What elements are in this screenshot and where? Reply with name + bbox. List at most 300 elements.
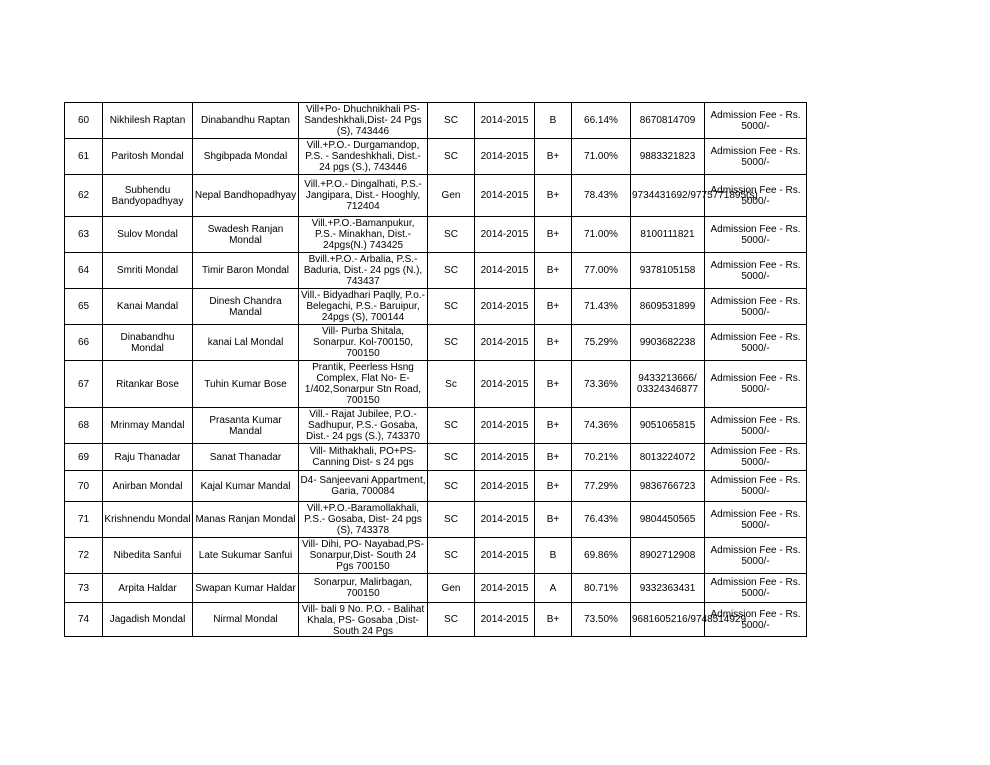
student-name: Anirban Mondal — [112, 480, 183, 492]
row-number: 66 — [77, 337, 90, 348]
grade: B+ — [546, 378, 560, 390]
row-number: 63 — [77, 229, 90, 240]
admission-fee: Admission Fee - Rs. 5000/- — [710, 145, 801, 168]
student-name: Arpita Haldar — [118, 582, 177, 594]
row-number-cell — [65, 325, 103, 361]
grade-cell — [535, 538, 572, 574]
address: D4- Sanjeevani Appartment, Garia, 700084 — [300, 475, 426, 497]
address: Vill- Mithakhali, PO+PS- Canning Dist- s 24 pgs — [309, 446, 417, 468]
phone-number-cell — [631, 361, 705, 408]
category: SC — [444, 229, 458, 240]
address: Vill+Po- Dhuchnikhali PS- Sandeshkhali,Dist- 24 Pgs (S), 743446 — [304, 104, 422, 137]
percentage-cell — [572, 603, 631, 637]
row-number-cell — [65, 361, 103, 408]
category-cell — [428, 538, 475, 574]
table-row — [65, 471, 807, 502]
table-row — [65, 103, 807, 139]
phone-number-cell — [631, 444, 705, 471]
father-name-cell — [193, 139, 299, 175]
address: Vill- bali 9 No. P.O. - Balihat Khala, PS- Gosaba ,Dist- South 24 Pgs — [301, 603, 425, 637]
grade-cell — [535, 103, 572, 139]
row-number-cell — [65, 253, 103, 289]
student-name: Nibedita Sanfui — [113, 550, 182, 561]
phone-number-cell — [631, 325, 705, 361]
student-name-cell — [103, 103, 193, 139]
student-name: Paritosh Mondal — [111, 151, 184, 162]
row-number: 68 — [77, 420, 90, 431]
category: SC — [444, 301, 458, 312]
row-number: 70 — [77, 480, 90, 492]
percentage-cell — [572, 574, 631, 603]
session-year-cell — [475, 444, 535, 471]
row-number-cell — [65, 502, 103, 538]
admission-fee-cell — [705, 538, 807, 574]
address: Vill.- Bidyadhari Paqlly, P.o.- Belegachi, P.S.- Baruipur, 24pgs (S), 700144 — [301, 290, 425, 323]
admission-fee-cell — [705, 325, 807, 361]
table-row — [65, 253, 807, 289]
address-cell — [299, 217, 428, 253]
percentage-cell — [572, 408, 631, 444]
session-year: 2014-2015 — [480, 514, 529, 525]
phone-number: 9051065815 — [639, 420, 696, 431]
father-name-cell — [193, 253, 299, 289]
address: Vill.+P.O.-Baramollakhali, P.S.- Gosaba, Dist- 24 pgs (S), 743378 — [304, 503, 422, 536]
admission-fee-cell — [705, 217, 807, 253]
category: Sc — [445, 378, 457, 390]
category-cell — [428, 444, 475, 471]
father-name-cell — [193, 471, 299, 502]
phone-number: 9332363431 — [639, 582, 696, 594]
grade-cell — [535, 217, 572, 253]
phone-number: 9433213666/ 03324346877 — [636, 373, 699, 395]
phone-number-cell — [631, 139, 705, 175]
category-cell — [428, 361, 475, 408]
percentage-cell — [572, 538, 631, 574]
phone-number-cell — [631, 538, 705, 574]
percentage: 77.00% — [584, 265, 618, 276]
row-number-cell — [65, 217, 103, 253]
category-cell — [428, 253, 475, 289]
session-year: 2014-2015 — [480, 265, 529, 276]
session-year-cell — [475, 103, 535, 139]
admission-fee-cell — [705, 574, 807, 603]
session-year: 2014-2015 — [480, 614, 529, 625]
category: Gen — [441, 190, 461, 201]
row-number-cell — [65, 289, 103, 325]
father-name: Timir Baron Mondal — [202, 265, 289, 276]
grade: B+ — [546, 151, 560, 162]
address-cell — [299, 139, 428, 175]
admission-fee-cell — [705, 289, 807, 325]
grade: B+ — [546, 451, 560, 463]
row-number: 69 — [77, 451, 90, 463]
percentage-cell — [572, 139, 631, 175]
percentage: 70.21% — [584, 451, 618, 463]
category-cell — [428, 139, 475, 175]
father-name-cell — [193, 603, 299, 637]
address-cell — [299, 502, 428, 538]
admission-fee-cell — [705, 361, 807, 408]
session-year-cell — [475, 253, 535, 289]
category-cell — [428, 502, 475, 538]
grade-cell — [535, 574, 572, 603]
admission-fee-cell — [705, 103, 807, 139]
father-name-cell — [193, 325, 299, 361]
row-number: 72 — [77, 550, 90, 561]
father-name-cell — [193, 361, 299, 408]
session-year-cell — [475, 502, 535, 538]
student-name: Ritankar Bose — [116, 378, 179, 390]
admissions-table — [64, 102, 807, 637]
category-cell — [428, 325, 475, 361]
phone-number-cell — [631, 471, 705, 502]
session-year-cell — [475, 217, 535, 253]
row-number-cell — [65, 408, 103, 444]
student-name-cell — [103, 538, 193, 574]
student-name: Raju Thanadar — [114, 451, 181, 463]
student-name-cell — [103, 603, 193, 637]
admission-fee-cell — [705, 502, 807, 538]
grade-cell — [535, 361, 572, 408]
phone-number-cell — [631, 103, 705, 139]
address: Vill.+P.O.- Dingalhati, P.S.- Jangipara, Dist.- Hooghly, 712404 — [304, 179, 422, 212]
session-year: 2014-2015 — [480, 451, 529, 463]
student-name-cell — [103, 408, 193, 444]
address: Vill- Dihi, PO- Nayabad,PS- Sonarpur,Dist- South 24 Pgs 700150 — [301, 539, 425, 572]
row-number: 65 — [77, 301, 90, 312]
student-name-cell — [103, 502, 193, 538]
student-name: Dinabandhu Mondal — [120, 331, 175, 354]
admission-fee-cell — [705, 471, 807, 502]
percentage-cell — [572, 325, 631, 361]
percentage: 71.00% — [584, 151, 618, 162]
row-number-cell — [65, 175, 103, 217]
category: SC — [444, 420, 458, 431]
student-name: Smriti Mondal — [116, 265, 179, 276]
category-cell — [428, 217, 475, 253]
session-year: 2014-2015 — [480, 378, 529, 390]
student-name-cell — [103, 325, 193, 361]
row-number: 61 — [77, 151, 90, 162]
table-row — [65, 408, 807, 444]
admission-fee: Admission Fee - Rs. 5000/- — [710, 446, 801, 468]
row-number: 71 — [77, 514, 90, 525]
row-number-cell — [65, 471, 103, 502]
table-row — [65, 502, 807, 538]
category-cell — [428, 175, 475, 217]
category: SC — [444, 265, 458, 276]
session-year-cell — [475, 574, 535, 603]
father-name-cell — [193, 574, 299, 603]
admission-fee-cell — [705, 444, 807, 471]
father-name: Dinabandhu Raptan — [201, 115, 290, 126]
student-name: Krishnendu Mondal — [104, 514, 191, 525]
address-cell — [299, 603, 428, 637]
category-cell — [428, 103, 475, 139]
session-year: 2014-2015 — [480, 151, 529, 162]
phone-number-cell — [631, 408, 705, 444]
address-cell — [299, 408, 428, 444]
category: SC — [444, 337, 458, 348]
phone-number: 9903682238 — [639, 337, 696, 348]
session-year-cell — [475, 289, 535, 325]
admission-fee: Admission Fee - Rs. 5000/- — [710, 223, 801, 246]
row-number-cell — [65, 538, 103, 574]
percentage-cell — [572, 471, 631, 502]
father-name: Swadesh Ranjan Mondal — [207, 223, 284, 246]
father-name: Shgibpada Mondal — [203, 151, 288, 162]
category-cell — [428, 574, 475, 603]
category-cell — [428, 603, 475, 637]
student-name: Jagadish Mondal — [109, 614, 186, 625]
percentage-cell — [572, 175, 631, 217]
admission-fee: Admission Fee - Rs. 5000/- — [710, 295, 801, 318]
admission-fee: Admission Fee - Rs. 5000/- — [710, 373, 801, 395]
grade-cell — [535, 325, 572, 361]
grade: A — [549, 582, 557, 594]
percentage: 78.43% — [584, 190, 618, 201]
admission-fee: Admission Fee - Rs. 5000/- — [710, 475, 801, 497]
row-number: 67 — [77, 378, 90, 390]
table-row — [65, 139, 807, 175]
session-year-cell — [475, 325, 535, 361]
father-name-cell — [193, 408, 299, 444]
grade: B+ — [546, 301, 560, 312]
category: SC — [444, 451, 458, 463]
father-name-cell — [193, 502, 299, 538]
session-year: 2014-2015 — [480, 190, 529, 201]
student-name-cell — [103, 175, 193, 217]
address-cell — [299, 361, 428, 408]
category: SC — [444, 550, 458, 561]
session-year: 2014-2015 — [480, 480, 529, 492]
session-year: 2014-2015 — [480, 582, 529, 594]
row-number: 60 — [77, 115, 90, 126]
grade-cell — [535, 408, 572, 444]
phone-number: 8013224072 — [639, 451, 696, 463]
address: Bvill.+P.O.- Arbalia, P.S.- Baduria, Dist.- 24 pgs (N.), 743437 — [303, 254, 423, 287]
father-name-cell — [193, 217, 299, 253]
address-cell — [299, 471, 428, 502]
row-number-cell — [65, 103, 103, 139]
session-year-cell — [475, 408, 535, 444]
percentage: 80.71% — [584, 582, 618, 594]
admission-fee: Admission Fee - Rs. 5000/- — [710, 544, 801, 567]
table-row — [65, 574, 807, 603]
percentage: 77.29% — [584, 480, 618, 492]
admission-fee: Admission Fee - Rs. 5000/- — [710, 109, 801, 132]
percentage-cell — [572, 103, 631, 139]
father-name: Manas Ranjan Mondal — [195, 514, 296, 525]
category-cell — [428, 408, 475, 444]
student-name-cell — [103, 444, 193, 471]
session-year-cell — [475, 603, 535, 637]
percentage: 76.43% — [584, 514, 618, 525]
father-name: Prasanta Kumar Mandal — [209, 414, 282, 437]
phone-number-cell — [631, 253, 705, 289]
address-cell — [299, 253, 428, 289]
address-cell — [299, 325, 428, 361]
percentage: 71.00% — [584, 229, 618, 240]
grade: B+ — [546, 337, 560, 348]
session-year: 2014-2015 — [480, 550, 529, 561]
admission-fee: Admission Fee - Rs. 5000/- — [710, 414, 801, 437]
row-number-cell — [65, 139, 103, 175]
student-name-cell — [103, 361, 193, 408]
address-cell — [299, 574, 428, 603]
phone-number-cell — [631, 289, 705, 325]
admission-fee-cell — [705, 408, 807, 444]
student-name-cell — [103, 471, 193, 502]
father-name: Dinesh Chandra Mandal — [209, 295, 282, 318]
category: SC — [444, 514, 458, 525]
table-row — [65, 289, 807, 325]
grade-cell — [535, 289, 572, 325]
phone-number: 9378105158 — [639, 265, 696, 276]
table-row — [65, 603, 807, 637]
phone-number: 8670814709 — [639, 115, 696, 126]
table-row — [65, 325, 807, 361]
grade: B+ — [546, 514, 560, 525]
phone-number: 9883321823 — [639, 151, 696, 162]
father-name: kanai Lal Mondal — [207, 337, 284, 348]
session-year-cell — [475, 361, 535, 408]
address-cell — [299, 175, 428, 217]
grade: B+ — [546, 480, 560, 492]
grade-cell — [535, 444, 572, 471]
student-name: Subhendu Bandyopadhyay — [111, 184, 184, 207]
phone-number: 9836766723 — [639, 480, 696, 492]
table-row — [65, 175, 807, 217]
table-row — [65, 538, 807, 574]
phone-number: 9734431692/9775771895(s) — [632, 190, 758, 201]
row-number-cell — [65, 603, 103, 637]
grade: B — [549, 550, 557, 561]
grade: B+ — [546, 190, 560, 201]
student-name-cell — [103, 289, 193, 325]
admission-fee: Admission Fee - Rs. 5000/- — [710, 508, 801, 531]
category: Gen — [441, 582, 461, 594]
student-name-cell — [103, 574, 193, 603]
student-name-cell — [103, 253, 193, 289]
father-name: Swapan Kumar Haldar — [195, 582, 296, 594]
row-number: 73 — [77, 582, 90, 594]
row-number-cell — [65, 574, 103, 603]
admission-fee: Admission Fee - Rs. 5000/- — [710, 608, 801, 631]
admission-fee: Admission Fee - Rs. 5000/- — [710, 331, 801, 354]
table-row — [65, 361, 807, 408]
father-name: Sanat Thanadar — [209, 451, 282, 463]
session-year-cell — [475, 175, 535, 217]
father-name-cell — [193, 444, 299, 471]
percentage-cell — [572, 361, 631, 408]
address: Vill.- Rajat Jubilee, P.O.- Sadhupur, P.S.- Gosaba, Dist.- 24 pgs (S.), 743370 — [306, 409, 420, 442]
category: SC — [444, 115, 458, 126]
grade: B+ — [546, 265, 560, 276]
grade-cell — [535, 253, 572, 289]
admission-fee-cell — [705, 253, 807, 289]
student-name-cell — [103, 139, 193, 175]
phone-number-cell — [631, 502, 705, 538]
father-name-cell — [193, 103, 299, 139]
address-cell — [299, 444, 428, 471]
father-name-cell — [193, 175, 299, 217]
address: Prantik, Peerless Hsng Complex, Flat No- E-1/402,Sonarpur Stn Road, 700150 — [304, 362, 422, 406]
father-name-cell — [193, 538, 299, 574]
phone-number: 8100111821 — [640, 229, 695, 240]
student-name: Kanai Mandal — [116, 301, 179, 312]
grade: B+ — [546, 229, 560, 240]
father-name-cell — [193, 289, 299, 325]
row-number: 62 — [77, 190, 90, 201]
session-year: 2014-2015 — [480, 301, 529, 312]
address-cell — [299, 103, 428, 139]
student-name: Sulov Mondal — [117, 229, 178, 240]
student-name: Mrinmay Mandal — [110, 420, 185, 431]
session-year: 2014-2015 — [480, 420, 529, 431]
percentage: 74.36% — [584, 420, 618, 431]
grade: B — [549, 115, 557, 126]
father-name: Tuhin Kumar Bose — [204, 378, 287, 390]
admission-fee: Admission Fee - Rs. 5000/- — [710, 577, 801, 599]
student-name: Nikhilesh Raptan — [109, 115, 186, 126]
grade-cell — [535, 502, 572, 538]
father-name: Nepal Bandhopadhyay — [194, 190, 297, 201]
address: Vill.+P.O.-Bamanpukur, P.S.- Minakhan, Dist.- 24pgs(N.) 743425 — [311, 218, 415, 251]
session-year: 2014-2015 — [480, 229, 529, 240]
phone-number: 8609531899 — [639, 301, 696, 312]
session-year-cell — [475, 471, 535, 502]
percentage: 75.29% — [584, 337, 618, 348]
percentage-cell — [572, 253, 631, 289]
row-number: 64 — [77, 265, 90, 276]
row-number: 74 — [77, 614, 90, 625]
percentage-cell — [572, 217, 631, 253]
father-name: Kajal Kumar Mandal — [200, 480, 291, 492]
percentage: 69.86% — [584, 550, 618, 561]
admission-fee: Admission Fee - Rs. 5000/- — [710, 184, 801, 207]
session-year-cell — [475, 538, 535, 574]
percentage: 73.36% — [584, 378, 618, 390]
percentage-cell — [572, 502, 631, 538]
percentage-cell — [572, 444, 631, 471]
address: Sonarpur, Malirbagan, 700150 — [313, 577, 413, 599]
grade: B+ — [546, 614, 560, 625]
phone-number-cell — [631, 217, 705, 253]
admission-fee-cell — [705, 139, 807, 175]
address: Vill.+P.O.- Durgamandop, P.S. - Sandeshkhali, Dist.- 24 pgs (S.), 743446 — [305, 140, 421, 173]
category-cell — [428, 289, 475, 325]
grade-cell — [535, 139, 572, 175]
phone-number: 9804450565 — [639, 514, 696, 525]
grade-cell — [535, 603, 572, 637]
admission-fee: Admission Fee - Rs. 5000/- — [710, 259, 801, 282]
category: SC — [444, 480, 458, 492]
percentage-cell — [572, 289, 631, 325]
session-year-cell — [475, 139, 535, 175]
grade-cell — [535, 175, 572, 217]
address: Vill- Purba Shitala, Sonarpur. Kol-700150, 700150 — [312, 326, 414, 359]
phone-number: 9681605216/9748514929 — [632, 614, 747, 625]
phone-number-cell — [631, 574, 705, 603]
phone-number-cell — [631, 603, 747, 637]
address-cell — [299, 289, 428, 325]
father-name: Nirmal Mondal — [213, 614, 278, 625]
category: SC — [444, 614, 458, 625]
phone-number: 8902712908 — [639, 550, 696, 561]
table-row — [65, 217, 807, 253]
percentage: 73.50% — [584, 614, 618, 625]
